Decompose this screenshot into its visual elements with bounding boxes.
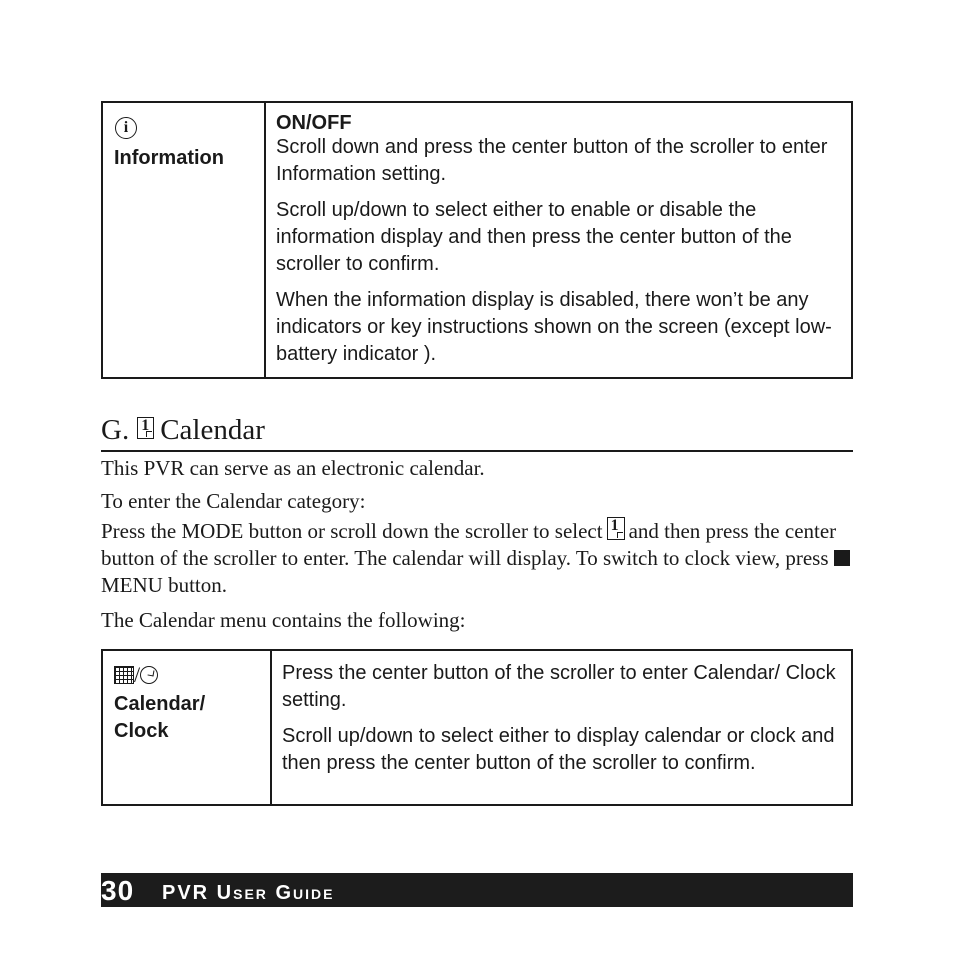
information-label-cell <box>102 102 265 378</box>
section-heading <box>101 414 853 452</box>
menu-button-icon <box>834 550 850 566</box>
information-paragraph-1: Scroll down and press the center button of the scroller to enter Information setting. <box>276 136 828 185</box>
clock-icon <box>140 666 158 684</box>
calendar-description-cell <box>271 650 852 805</box>
information-paragraph-2: Scroll up/down to select either to enable or disable the information display and then press the center button of the scroller to confirm. <box>276 199 792 275</box>
calendar-grid-icon <box>114 666 134 684</box>
calendar-clock-icons <box>114 663 260 687</box>
calendar-paragraph-1: Press the center button of the scroller to enter Calendar/ Clock setting. <box>282 662 836 711</box>
menu-contains-text: The Calendar menu contains the following: <box>101 608 466 632</box>
information-table <box>101 101 853 379</box>
press-text-part2: and then press the center button of the scroller to enter. The calendar will display. To switch to clock view, press <box>101 519 837 570</box>
section-letter: G. <box>101 414 130 446</box>
calendar-clock-table <box>101 649 853 806</box>
press-instructions <box>101 517 856 599</box>
page-number: 30 <box>101 875 135 906</box>
information-description-cell <box>265 102 852 378</box>
information-label: Information <box>114 147 224 169</box>
on-off-heading: ON/OFF <box>276 112 352 134</box>
calendar-label-line2: Clock <box>114 720 169 742</box>
intro-text: This PVR can serve as an electronic calendar. <box>101 456 485 480</box>
press-text-part1: Press the MODE button or scroll down the scroller to select <box>101 519 603 543</box>
information-paragraph-3: When the information display is disabled, there won’t be any indicators or key instructions shown on the screen (except low-battery indicator ). <box>276 289 832 365</box>
info-icon: i <box>115 117 137 139</box>
page-footer <box>101 873 853 907</box>
icon-separator: / <box>134 662 141 687</box>
calendar-icon <box>137 417 154 439</box>
calendar-label-cell <box>102 650 271 805</box>
enter-heading: To enter the Calendar category: <box>101 489 366 513</box>
calendar-mode-icon <box>607 517 625 540</box>
guide-title: PVR User Guide <box>162 882 335 904</box>
section-title: Calendar <box>160 414 265 446</box>
calendar-label-line1: Calendar/ <box>114 693 206 715</box>
calendar-paragraph-2: Scroll up/down to select either to display calendar or clock and then press the center button of the scroller to confirm. <box>282 725 835 774</box>
press-text-part3: MENU button. <box>101 573 227 597</box>
